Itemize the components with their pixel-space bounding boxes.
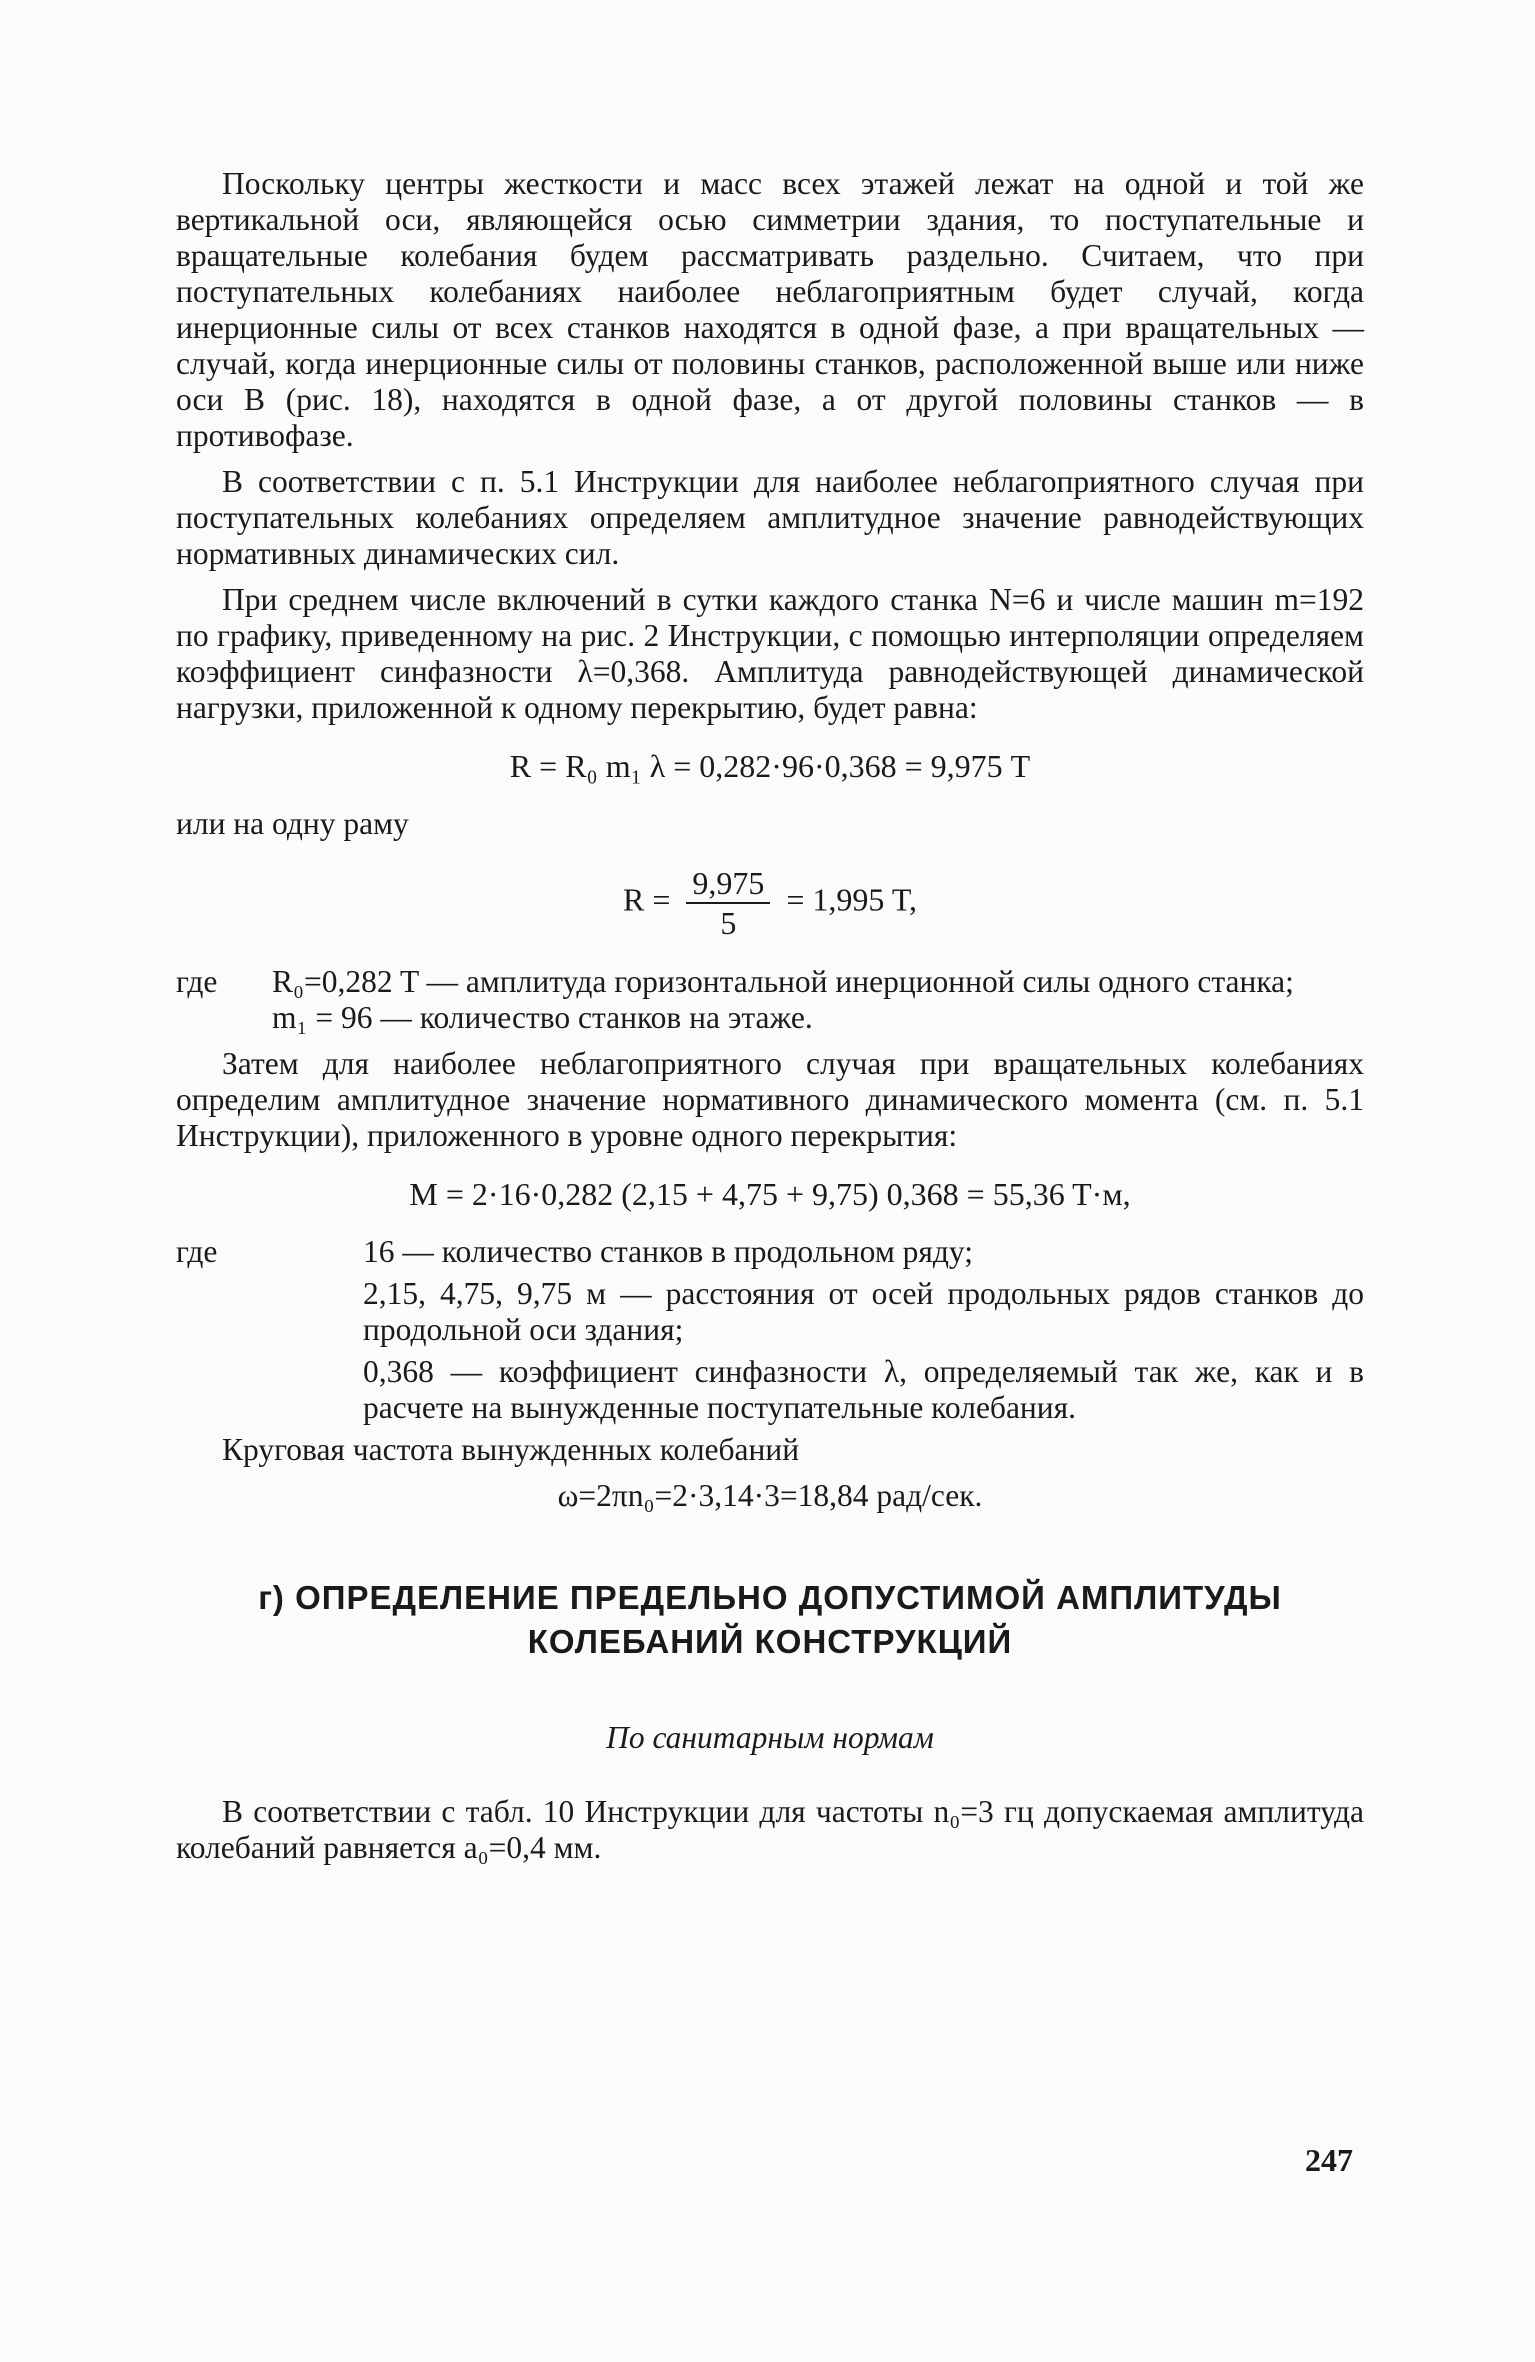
fraction-numerator: 9,975 (686, 864, 770, 904)
list-item-text: — количество станков в продольном ряду; (402, 1234, 973, 1269)
definition-r0: R₀=0,282 T — амплитуда горизонтальной инерционной силы одного станка; (272, 964, 1294, 999)
fraction (686, 864, 770, 942)
formula-lhs: R = (622, 881, 671, 918)
list-item-content (363, 1234, 1364, 1270)
fraction-denominator: 5 (720, 905, 737, 941)
page-number: 247 (1305, 2142, 1353, 2178)
formula-per-frame (176, 864, 1364, 942)
formula-rhs: = 1,995 T, (786, 881, 918, 918)
list-item-lead: 0,368 (363, 1354, 434, 1389)
paragraph-amplitude: В соответствии с табл. 10 Инструкции для частоты n₀=3 гц допускаемая амплитуда колебаний равняется a₀=0,4 мм. (176, 1794, 1364, 1865)
paragraph-3: При среднем числе включений в сутки каждого станка N=6 и числе машин m=192 по графику, приведенному на рис. 2 Инструкции, с помощью интерполяции определяем коэффициент синфазности λ=0,368. Амплитуда равнодействующей динамической нагрузки, приложенной к одному перекрытию, будет равна: (176, 582, 1364, 725)
formula-omega: ω=2πn₀=2·3,14·3=18,84 рад/сек. (557, 1478, 983, 1513)
formula-moment: M = 2·16·0,282 (2,15 + 4,75 + 9,75) 0,368 = 55,36 T·м, (409, 1176, 1131, 1212)
where-block-1 (176, 964, 1364, 1036)
section-subheading: По санитарным нормам (606, 1720, 934, 1755)
page-body (176, 166, 1364, 1876)
paragraph-moment: Затем для наиболее неблагоприятного случая при вращательных колебаниях определим амплитудное значение нормативного динамического момента (см. п. 5.1 Инструкции), приложенного в уровне одного перекрытия: (176, 1046, 1364, 1153)
where-label: где (176, 1234, 218, 1269)
where-label: где (176, 964, 218, 999)
list-item-lead: 2,15, 4,75, 9,75 м (363, 1276, 607, 1311)
paragraph-1: Поскольку центры жесткости и масс всех этажей лежат на одной и той же вертикальной оси, являющейся осью симметрии здания, то поступательные и вращательные колебания будем рассматривать раздельно. Считаем, что при поступательных колебаниях наиболее неблагоприятным будет случай, когда инерционные силы от всех станков находятся в одной фазе, а при вращательных — случай, когда инерционные силы от половины станков, расположенной выше или ниже оси B (рис. 18), находятся в одной фазе, а от другой половины станков — в противофазе. (176, 166, 1364, 453)
paragraph-circular-frequency: Круговая частота вынужденных колебаний (222, 1432, 800, 1467)
list-item-content (363, 1354, 1364, 1426)
paragraph-2: В соответствии с п. 5.1 Инструкции для наиболее неблагоприятного случая при поступательных колебаниях определяем амплитудное значение равнодействующих нормативных динамических сил. (176, 464, 1364, 571)
list-item (176, 1354, 1364, 1426)
paragraph-per-frame: или на одну раму (176, 806, 409, 841)
where-definitions (272, 964, 1364, 1036)
list-item-content (363, 1276, 1364, 1348)
where-block-2 (176, 1234, 1364, 1426)
list-item-spacer (176, 1276, 363, 1348)
section-heading: г) ОПРЕДЕЛЕНИЕ ПРЕДЕЛЬНО ДОПУСТИМОЙ АМПЛИТУДЫ КОЛЕБАНИЙ КОНСТРУКЦИЙ (258, 1579, 1282, 1660)
list-item-text: — расстояния от осей продольных рядов станков до продольной оси здания; (363, 1276, 1365, 1347)
formula-resultant-force: R = R₀ m₁ λ = 0,282·96·0,368 = 9,975 T (509, 748, 1031, 784)
list-item (176, 1276, 1364, 1348)
list-item-spacer (176, 1354, 363, 1426)
list-item-lead: 16 (363, 1234, 395, 1269)
definition-m1: m₁ = 96 — количество станков на этаже. (272, 1000, 813, 1035)
list-item-text: — коэффициент синфазности λ, определяемый так же, как и в расчете на вынужденные поступательные колебания. (363, 1354, 1364, 1425)
list-item (176, 1234, 1364, 1270)
